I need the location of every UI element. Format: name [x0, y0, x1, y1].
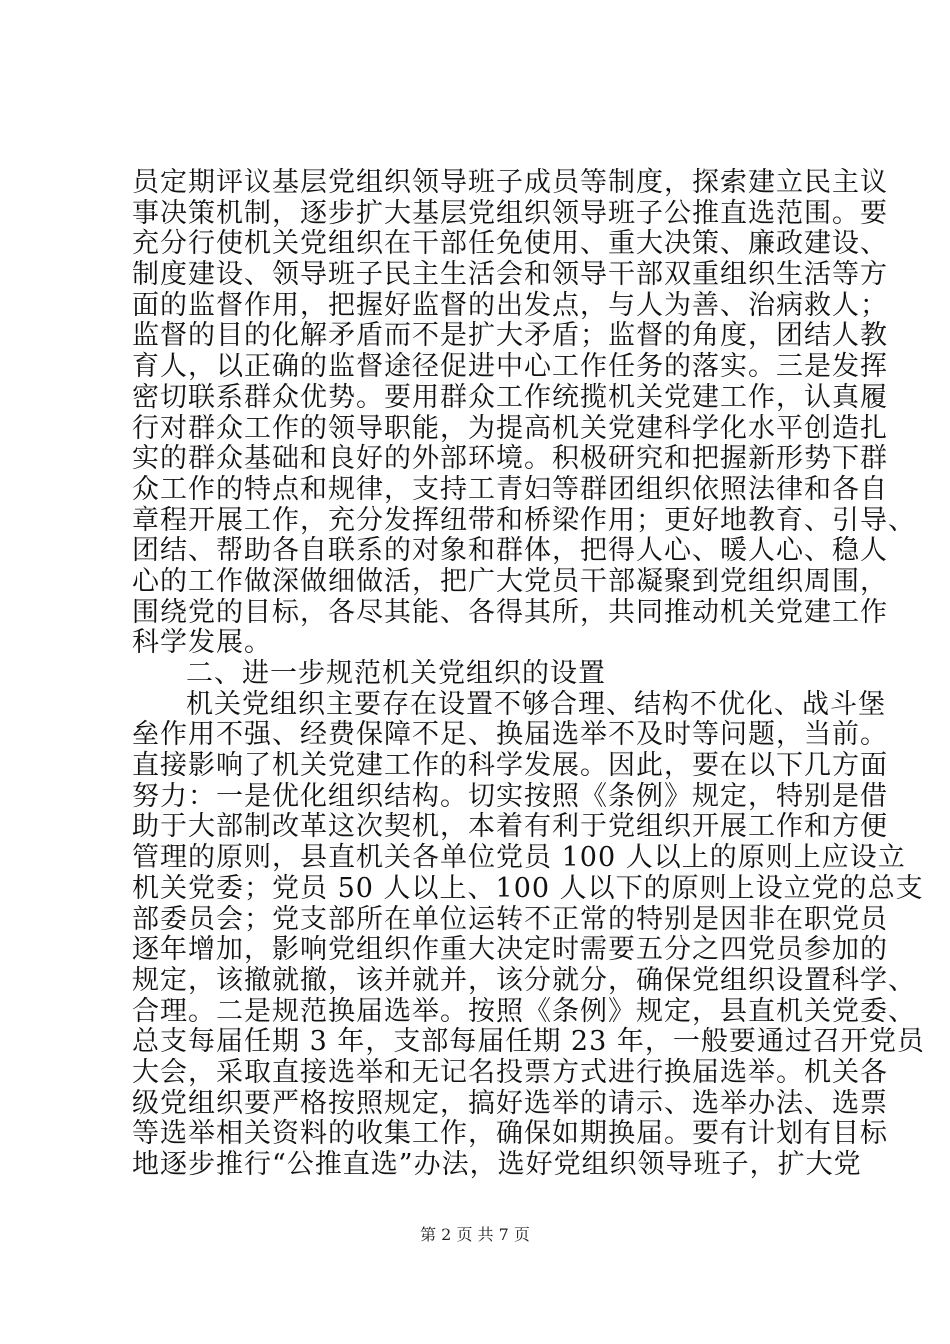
text-line: 等选举相关资料的收集工作，确保如期换届。要有计划有目标 — [132, 1118, 888, 1150]
text-line: 众工作的特点和规律，支持工青妇等群团组织依照法律和各自 — [132, 473, 888, 505]
text-line: 合理。二是规范换届选举。按照《条例》规定，县直机关党委、 — [132, 995, 916, 1027]
text-line: 垒作用不强、经费保障不足、换届选举不及时等问题，当前。 — [132, 719, 888, 751]
text-line: 团结、帮助各自联系的对象和群体，把得人心、暖人心、稳人 — [132, 535, 888, 567]
text-line: 行对群众工作的领导职能，为提高机关党建科学化水平创造扎 — [132, 412, 888, 444]
text-line: 围绕党的目标，各尽其能、各得其所，共同推动机关党建工作 — [132, 596, 888, 628]
page-footer — [0, 1222, 950, 1245]
text-line: 监督的目的化解矛盾而不是扩大矛盾；监督的角度，团结人教 — [132, 320, 888, 352]
text-line: 管理的原则，县直机关各单位党员 100 人以上的原则上应设立 — [132, 842, 906, 874]
text-line: 科学发展。 — [132, 627, 272, 659]
text-line: 部委员会；党支部所在单位运转不正常的特别是因非在职党员 — [132, 903, 888, 935]
text-line: 密切联系群众优势。要用群众工作统揽机关党建工作，认真履 — [132, 381, 888, 413]
text-line: 直接影响了机关党建工作的科学发展。因此，要在以下几方面 — [132, 750, 888, 782]
text-line: 大会，采取直接选举和无记名投票方式进行换届选举。机关各 — [132, 1056, 888, 1088]
text-line: 机关党组织主要存在设置不够合理、结构不优化、战斗堡 — [186, 688, 886, 720]
text-line: 实的群众基础和良好的外部环境。积极研究和把握新形势下群 — [132, 443, 888, 475]
text-line: 事决策机制，逐步扩大基层党组织领导班子公推直选范围。要 — [132, 197, 888, 229]
text-line: 员定期评议基层党组织领导班子成员等制度，探索建立民主议 — [132, 167, 888, 198]
text-line: 级党组织要严格按照规定，搞好选举的请示、选举办法、选票 — [132, 1087, 888, 1119]
text-line: 努力：一是优化组织结构。切实按照《条例》规定，特别是借 — [132, 780, 888, 812]
text-line: 总支每届任期 3 年，支部每届任期 23 年，一般要通过召开党员 — [132, 1026, 925, 1058]
text-line: 章程开展工作，充分发挥纽带和桥梁作用；更好地教育、引导、 — [132, 504, 916, 536]
text-line: 制度建设、领导班子民主生活会和领导干部双重组织生活等方 — [132, 259, 888, 291]
text-line: 规定，该撤就撤，该并就并，该分就分，确保党组织设置科学、 — [132, 964, 916, 996]
text-line: 助于大部制改革这次契机，本着有利于党组织开展工作和方便 — [132, 811, 888, 843]
text-line: 逐年增加，影响党组织作重大决定时需要五分之四党员参加的 — [132, 934, 888, 966]
text-line: 面的监督作用，把握好监督的出发点，与人为善、治病救人； — [132, 289, 888, 321]
text-line: 心的工作做深做细做活，把广大党员干部凝聚到党组织周围， — [132, 565, 888, 597]
text-line: 充分行使机关党组织在干部任免使用、重大决策、廉政建设、 — [132, 228, 888, 260]
document-body — [132, 167, 925, 1181]
text-line: 育人，以正确的监督途径促进中心工作任务的落实。三是发挥 — [132, 351, 888, 383]
section-heading: 二、进一步规范机关党组织的设置 — [186, 658, 606, 689]
text-line: 地逐步推行“公推直选”办法，选好党组织领导班子，扩大党 — [132, 1149, 862, 1180]
page-number-label: 第 2 页 共 7 页 — [420, 1225, 530, 1244]
text-line: 机关党委；党员 50 人以上、100 人以下的原则上设立党的总支 — [132, 872, 924, 904]
